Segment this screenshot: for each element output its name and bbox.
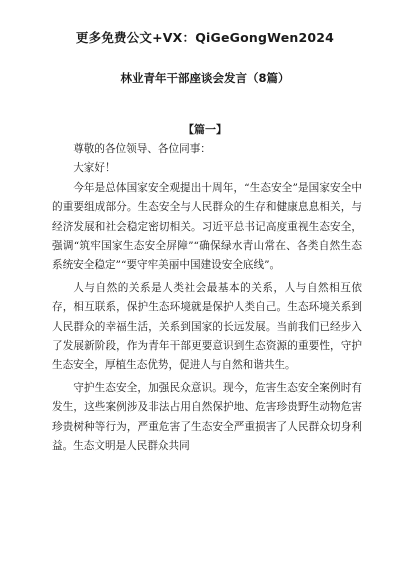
section-label: 【篇一】 — [183, 123, 227, 136]
paragraph: 今年是总体国家安全观提出十周年，“生态安全”是国家安全中的重要组成部分。生态安全与人民群众的生存和健康息息相关，与经济发展和社会稳定密切相关。习近平总书记高度重视生态安全，强调“筑牢国家生态安全屏障”“确保绿水青山常在、各类自然生态系统安全稳定”“要守牢美丽中国建设安全底线”。 — [52, 181, 362, 272]
document-title: 林业青年干部座谈会发言（8篇） — [120, 71, 290, 85]
greeting: 大家好！ — [73, 162, 116, 175]
document-body — [52, 140, 362, 457]
paragraph: 人与自然的关系是人类社会最基本的关系，人与自然相互依存，相互联系，保护生态环境就是保护人类自己。生态环境关系到人民群众的幸福生活，关系到国家的长远发展。当前我们已经步入了发展新阶段，作为青年干部更要意识到生态资源的重要性，守护生态安全，厚植生态优势，促进人与自然和谐共生。 — [52, 281, 362, 372]
paragraph: 守护生态安全，加强民众意识。现今，危害生态安全案例时有发生，这些案例涉及非法占用自然保护地、危害珍贵野生动物危害珍贵树种等行为，严重危害了生态安全严重损害了人民群众切身利益。生态文明是人民群众共同 — [52, 381, 362, 453]
salutation: 尊敬的各位领导、各位同事： — [73, 143, 211, 155]
promo-header: 更多免费公文+VX：QiGeGongWen2024 — [75, 30, 335, 45]
